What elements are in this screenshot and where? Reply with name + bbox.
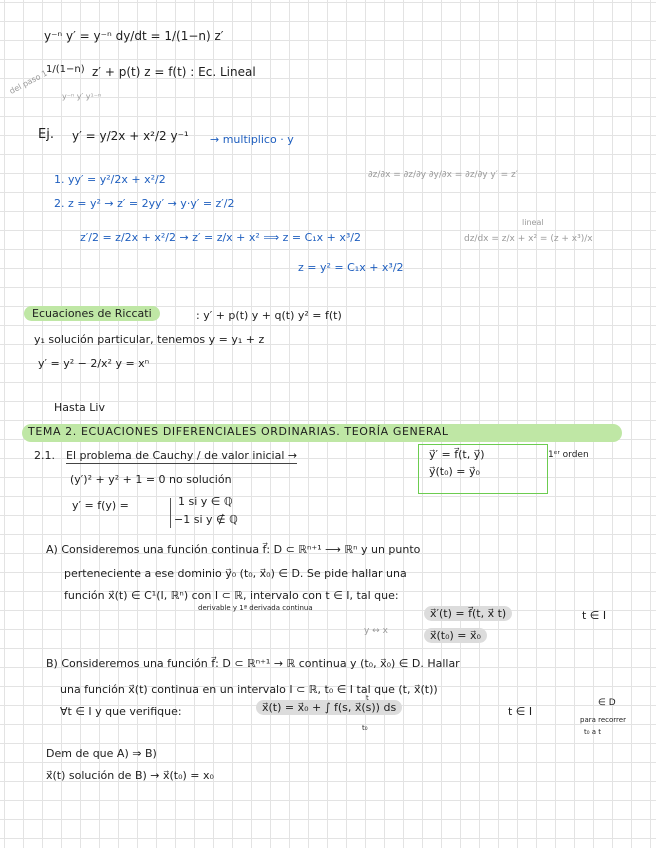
section-title <box>66 450 297 463</box>
part-b-integral-equation <box>256 702 402 715</box>
ivp-eq-2: y⃗(t₀) = y⃗₀ <box>429 464 480 478</box>
y-x-note: y ↔ x <box>364 626 388 636</box>
order-note: 1ᵉʳ orden <box>548 450 589 460</box>
piecewise-brace <box>170 498 171 528</box>
part-b-line-1: B) Consideremos una función f⃗: D ⊂ ℝⁿ⁺¹ → ℝ continua y (t₀, x⃗₀) ∈ D. Hallar <box>46 657 460 670</box>
part-a-line-1: A) Consideremos una función continua f⃗: D ⊂ ℝⁿ⁺¹ ⟶ ℝⁿ y un punto <box>46 543 421 556</box>
part-a-line-3: función x⃗(t) ∈ C¹(I, ℝⁿ) con I ⊂ ℝ, intervalo con t ∈ I, tal que: <box>64 589 399 602</box>
part-a-line-2: perteneciente a ese dominio y⃗₀ (t₀, x⃗₀) ∈ D. Se pide hallar una <box>64 567 407 580</box>
step-2: 2. z = y² → z′ = 2yy′ → y·y′ = z′/2 <box>54 197 235 210</box>
chain-rule-note: ∂z/∂x = ∂z/∂y ∂y/∂x = ∂z/∂y y′ = z′ <box>368 170 518 180</box>
section-title-text: El problema de Cauchy / de valor inicial → <box>66 449 298 462</box>
step-3: z′/2 = z/2x + x²/2 → z′ = z/x + x² ⟹ z = C₁x + x³/2 <box>80 231 361 244</box>
part-a-condition-1-text: x⃗′(t) = f⃗(t, x⃗ t) <box>424 606 512 621</box>
part-b-side-note-2: para recorrer <box>580 716 626 724</box>
riccati-equation: : y′ + p(t) y + q(t) y² = f(t) <box>196 309 342 322</box>
part-b-line-2: una función x⃗(t) continua en un intervalo I ⊂ ℝ, t₀ ∈ I tal que (t, x⃗(t)) <box>60 683 438 696</box>
bernoulli-underbraces: y⁻ⁿ y′ y¹⁻ⁿ <box>62 92 102 101</box>
example-no-solution: (y′)² + y² + 1 = 0 no solución <box>70 473 232 486</box>
part-a-condition-1 <box>424 608 512 621</box>
example-piecewise-label: y′ = f(y) = <box>72 499 129 512</box>
example-label: Ej. <box>38 127 54 142</box>
piecewise-case-1: 1 si y ∈ ℚ <box>178 495 233 508</box>
part-b-line-3: ∀t ∈ I y que verifique: <box>60 705 182 718</box>
example-note: → multiplico · y <box>210 133 294 146</box>
integral-upper-limit: t <box>366 694 369 702</box>
example-equation: y′ = y/2x + x²/2 y⁻¹ <box>72 129 189 143</box>
tema-heading-highlight <box>22 424 622 442</box>
riccati-line-2: y₁ solución particular, tenemos y = y₁ + z <box>34 333 265 346</box>
lineal-note: lineal <box>522 218 544 227</box>
hasta-note: Hasta Liv <box>54 401 105 414</box>
tema-heading: TEMA 2. ECUACIONES DIFERENCIALES ORDINARIAS. TEORÍA GENERAL <box>28 425 449 438</box>
bernoulli-fraction: 1/(1−n) <box>46 64 85 75</box>
riccati-line-3: y′ = y² − 2/x² y = xⁿ <box>38 357 150 370</box>
demo-line-1: x⃗(t) solución de B) → x⃗(t₀) = x₀ <box>46 769 214 782</box>
margin-note: del paso 1 <box>8 68 49 96</box>
part-a-condition-1-domain: t ∈ I <box>582 609 607 622</box>
bernoulli-line-1: y⁻ⁿ y′ = y⁻ⁿ dy/dt = 1/(1−n) z′ <box>44 29 224 43</box>
riccati-title <box>24 308 160 321</box>
ivp-eq-1: y⃗′ = f⃗(t, y⃗) <box>429 448 485 461</box>
integral-lower-limit: t₀ <box>362 724 368 732</box>
ivp-box <box>418 444 548 494</box>
part-b-domain: t ∈ I <box>508 705 533 718</box>
part-b-integral-text: x⃗(t) = x⃗₀ + ∫ f(s, x⃗(s)) ds <box>256 700 402 715</box>
piecewise-case-2: −1 si y ∉ ℚ <box>174 513 238 526</box>
step-4: z = y² = C₁x + x³/2 <box>298 261 404 274</box>
part-a-condition-2-text: x⃗(t₀) = x⃗₀ <box>424 628 487 643</box>
riccati-title-text: Ecuaciones de Riccati <box>24 306 160 321</box>
bernoulli-line-2: z′ + p(t) z = f(t) : Ec. Lineal <box>92 65 256 79</box>
part-a-condition-2 <box>424 630 487 643</box>
step-1: 1. yy′ = y²/2x + x²/2 <box>54 173 166 186</box>
linear-form-note: dz/dx = z/x + x² = (z + x³)/x <box>464 234 593 244</box>
part-a-subnote: derivable y 1ª derivada continua <box>198 604 313 612</box>
demo-heading: Dem de que A) ⇒ B) <box>46 747 157 760</box>
section-number: 2.1. <box>34 449 55 462</box>
part-b-side-note-1: ∈ D <box>598 698 616 708</box>
part-b-side-note-3: t₀ a t <box>584 728 602 736</box>
